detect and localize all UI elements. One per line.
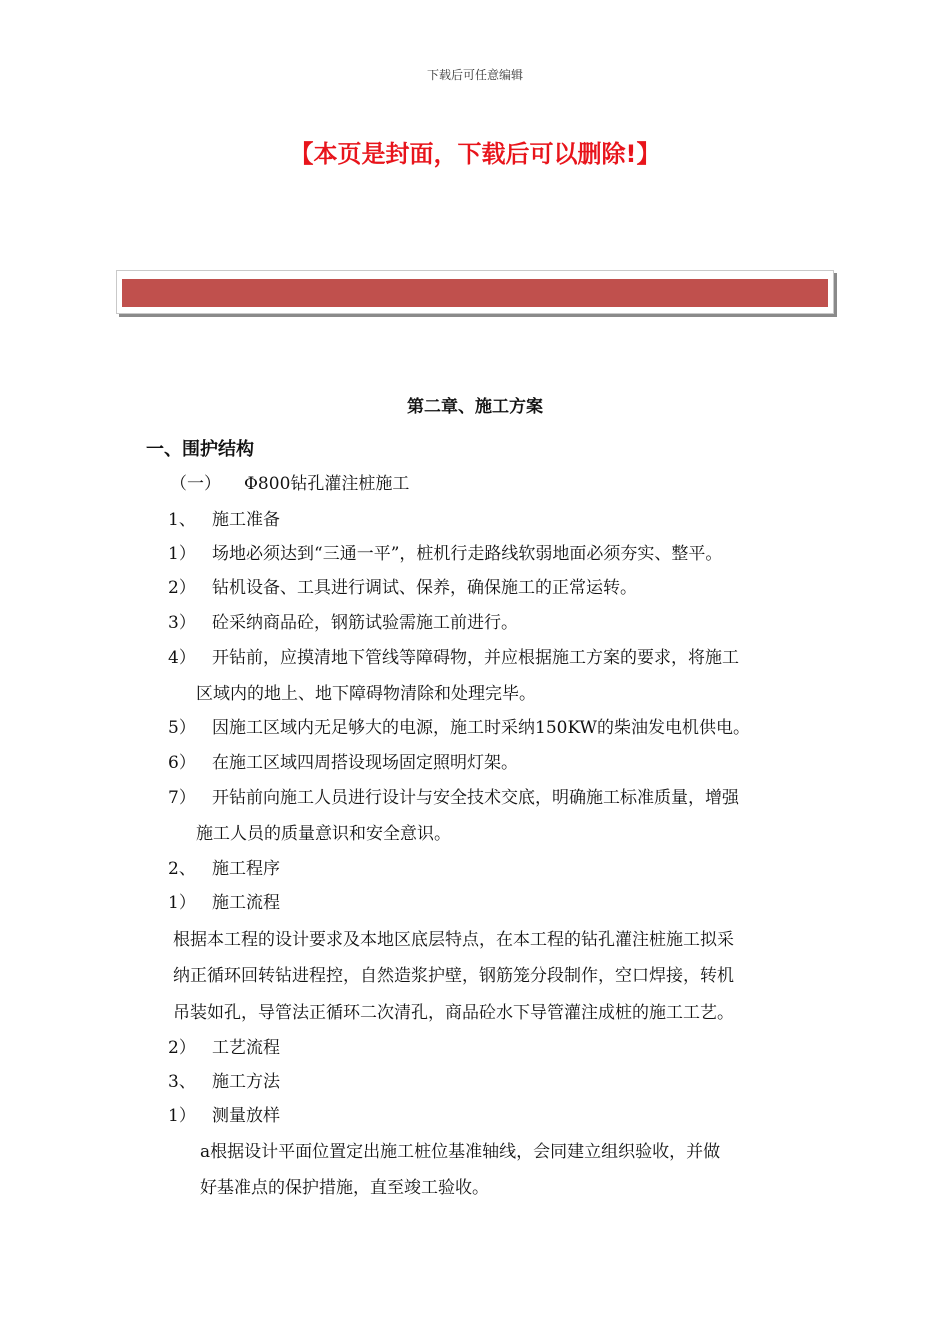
item-text: 根据本工程的设计要求及本地区底层特点，在本工程的钻孔灌注桩施工拟采	[173, 930, 734, 950]
paragraph-line	[168, 753, 518, 773]
item-text: 钻机设备、工具进行调试、保养，确保施工的正常运转。	[212, 578, 637, 598]
paragraph-line	[168, 1038, 280, 1058]
item-number: 2、	[168, 859, 196, 879]
paragraph-line	[168, 544, 722, 564]
banner-bar	[122, 279, 828, 307]
paragraph-line	[168, 1072, 280, 1092]
paragraph-line	[200, 1142, 720, 1162]
item-text: 开钻前向施工人员进行设计与安全技术交底，明确施工标准质量，增强	[212, 788, 739, 808]
page-header: 下载后可任意编辑	[426, 68, 523, 82]
paragraph-line	[200, 1178, 489, 1198]
item-number: 4）	[168, 648, 196, 668]
item-number: 7）	[168, 788, 196, 808]
paragraph-line	[168, 718, 750, 738]
paragraph-line	[168, 578, 637, 598]
item-text: 施工人员的质量意识和安全意识。	[196, 824, 451, 844]
paragraph-line	[168, 859, 280, 879]
item-number: 1）	[168, 893, 196, 913]
item-text: 区域内的地上、地下障碍物清除和处理完毕。	[196, 684, 536, 704]
paragraph-line	[170, 474, 409, 494]
item-number: 1）	[168, 544, 196, 564]
item-number: 5）	[168, 718, 196, 738]
item-text: 好基准点的保护措施，直至竣工验收。	[200, 1178, 489, 1198]
paragraph-line	[168, 613, 518, 633]
item-text: a根据设计平面位置定出施工桩位基准轴线，会同建立组织验收，并做	[200, 1142, 721, 1162]
item-text: 施工方法	[212, 1072, 280, 1092]
item-number: 1、	[168, 510, 196, 530]
item-text: 施工程序	[212, 859, 280, 879]
paragraph-line	[168, 893, 280, 913]
paragraph-line	[173, 1003, 734, 1023]
item-text: 施工准备	[212, 510, 280, 530]
decorative-banner	[116, 270, 834, 314]
item-text: 砼采纳商品砼，钢筋试验需施工前进行。	[212, 613, 518, 633]
item-text: 施工流程	[212, 893, 280, 913]
paragraph-line	[168, 510, 280, 530]
item-text: 在施工区域四周搭设现场固定照明灯架。	[212, 753, 518, 773]
paragraph-line	[173, 966, 734, 986]
item-number: 2）	[168, 1038, 196, 1058]
paragraph-line	[168, 648, 739, 668]
item-text: 因施工区域内无足够大的电源，施工时采纳150KW的柴油发电机供电。	[212, 718, 751, 738]
item-text: 场地必须达到“三通一平”，桩机行走路线软弱地面必须夯实、整平。	[212, 544, 723, 564]
item-number: 1）	[168, 1106, 196, 1126]
paragraph-line	[173, 930, 734, 950]
paragraph-line	[196, 824, 451, 844]
item-text: 测量放样	[212, 1106, 280, 1126]
item-text: 吊装如孔，导管法正循环二次清孔，商品砼水下导管灌注成桩的施工工艺。	[173, 1003, 734, 1023]
item-number: （一）	[170, 474, 221, 494]
section-title: 一、围护结构	[146, 439, 254, 460]
item-number: 2）	[168, 578, 196, 598]
paragraph-line	[196, 684, 536, 704]
item-number: 3）	[168, 613, 196, 633]
paragraph-line	[168, 1106, 280, 1126]
item-number: 6）	[168, 753, 196, 773]
item-text: Φ800钻孔灌注桩施工	[244, 474, 410, 494]
item-text: 纳正循环回转钻进程控，自然造浆护壁，钢筋笼分段制作，空口焊接，转机	[173, 966, 734, 986]
item-text: 工艺流程	[212, 1038, 280, 1058]
item-number: 3、	[168, 1072, 196, 1092]
paragraph-line	[168, 788, 739, 808]
item-text: 开钻前，应摸清地下管线等障碍物，并应根据施工方案的要求，将施工	[212, 648, 739, 668]
cover-note: 【本页是封面，下载后可以删除!】	[289, 140, 661, 168]
chapter-title: 第二章、施工方案	[407, 397, 543, 417]
